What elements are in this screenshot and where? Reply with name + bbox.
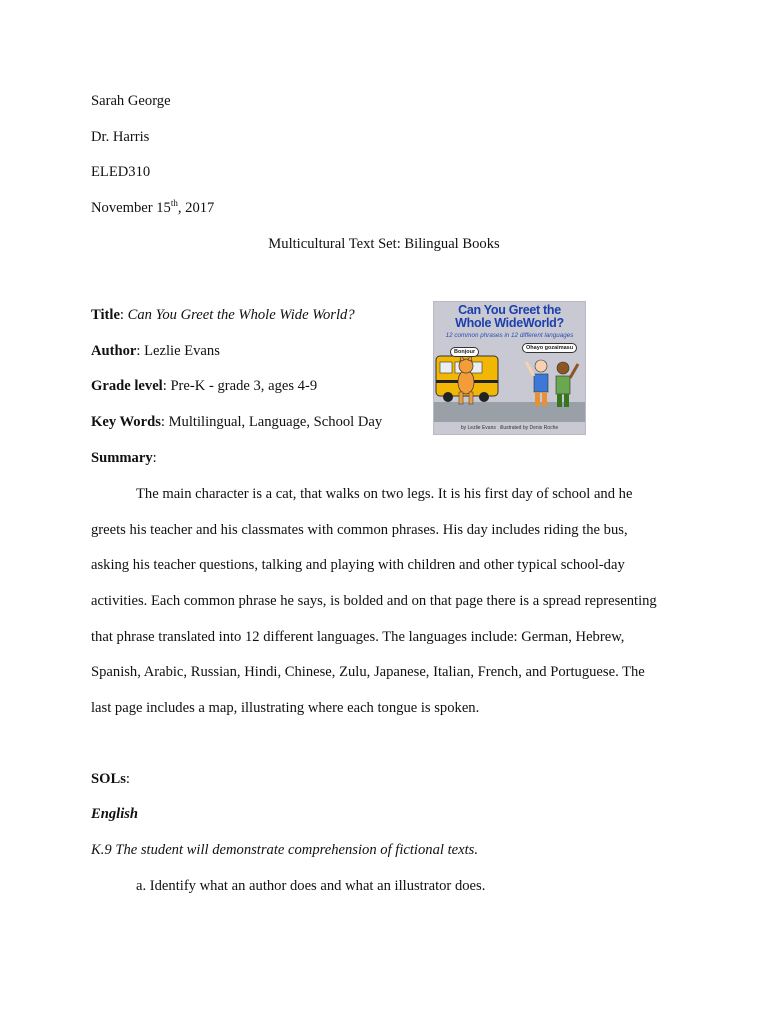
sols-standard [91, 842, 478, 859]
sols-item-a: a. Identify what an author does and what an illustrator does. [136, 878, 486, 894]
subject-english: English [91, 806, 139, 822]
summary-line: greets his teacher and his classmates with common phrases. His day includes riding the bus, [91, 521, 628, 538]
summary-line: The main character is a cat, that walks on two legs. It is his first day of school and he [136, 486, 633, 502]
cover-subtitle: 12 common phrases in 12 different languages [445, 332, 574, 339]
date-prefix: November 15 [91, 200, 171, 216]
book-cover-image [433, 301, 586, 435]
speech-bubble-left: Bonjour [450, 347, 479, 357]
summary-label: Summary [91, 450, 153, 466]
summary-line: activities. Each common phrase he says, is bolded and on that page there is a spread representing [91, 593, 657, 610]
title-label: Title [91, 307, 120, 323]
keywords-value: Multilingual, Language, School Day [168, 414, 383, 430]
instructor-name: Dr. Harris [91, 129, 150, 145]
grade-level-line: Grade level: Pre-K - grade 3, ages 4-9 [91, 378, 318, 394]
cover-illustration [434, 302, 585, 434]
grade-label: Grade level [91, 378, 163, 394]
cover-credit-illustrator: illustrated by Denis Roche [500, 425, 559, 431]
student-name: Sarah George [91, 93, 171, 109]
cover-title-line2: Whole WideWorld? [455, 315, 564, 330]
author-value: Lezlie Evans [144, 343, 220, 359]
summary-line: Spanish, Arabic, Russian, Hindi, Chinese, Zulu, Japanese, Italian, French, and Portuguese. The [91, 664, 645, 681]
grade-value: Pre-K - grade 3, ages 4-9 [170, 378, 318, 394]
cover-credits [434, 425, 585, 431]
sols-heading: SOLs: [91, 771, 130, 787]
book-author-line: Author: Lezlie Evans [91, 343, 220, 359]
speech-bubble-right: Ohayo gozaimasu [522, 343, 577, 353]
document-title: Multicultural Text Set: Bilingual Books [268, 236, 500, 252]
summary-heading: Summary: [91, 450, 157, 466]
summary-line: last page includes a map, illustrating where each tongue is spoken. [91, 700, 480, 717]
sols-subject [91, 806, 138, 823]
date-superscript: th [170, 198, 178, 209]
book-title-line: Title: Can You Greet the Whole Wide World? [91, 307, 355, 323]
sols-label: SOLs [91, 771, 126, 787]
summary-line: asking his teacher questions, talking and playing with children and other typical school-day [91, 557, 625, 574]
summary-line: that phrase translated into 12 different languages. The languages include: German, Hebrew, [91, 628, 625, 645]
date [91, 200, 214, 217]
author-label: Author [91, 343, 137, 359]
keywords-label: Key Words [91, 414, 161, 430]
title-value: Can You Greet the Whole Wide World? [127, 307, 355, 323]
cover-credit-author: by Lezlie Evans [460, 425, 496, 431]
standard-k9: K.9 The student will demonstrate comprehension of fictional texts. [91, 842, 478, 858]
course-code: ELED310 [91, 164, 151, 180]
date-suffix: , 2017 [177, 200, 215, 216]
keywords-line: Key Words: Multilingual, Language, School Day [91, 414, 383, 430]
summary-paragraph [91, 486, 681, 736]
cover-title-line1: Can You Greet the [458, 303, 561, 317]
